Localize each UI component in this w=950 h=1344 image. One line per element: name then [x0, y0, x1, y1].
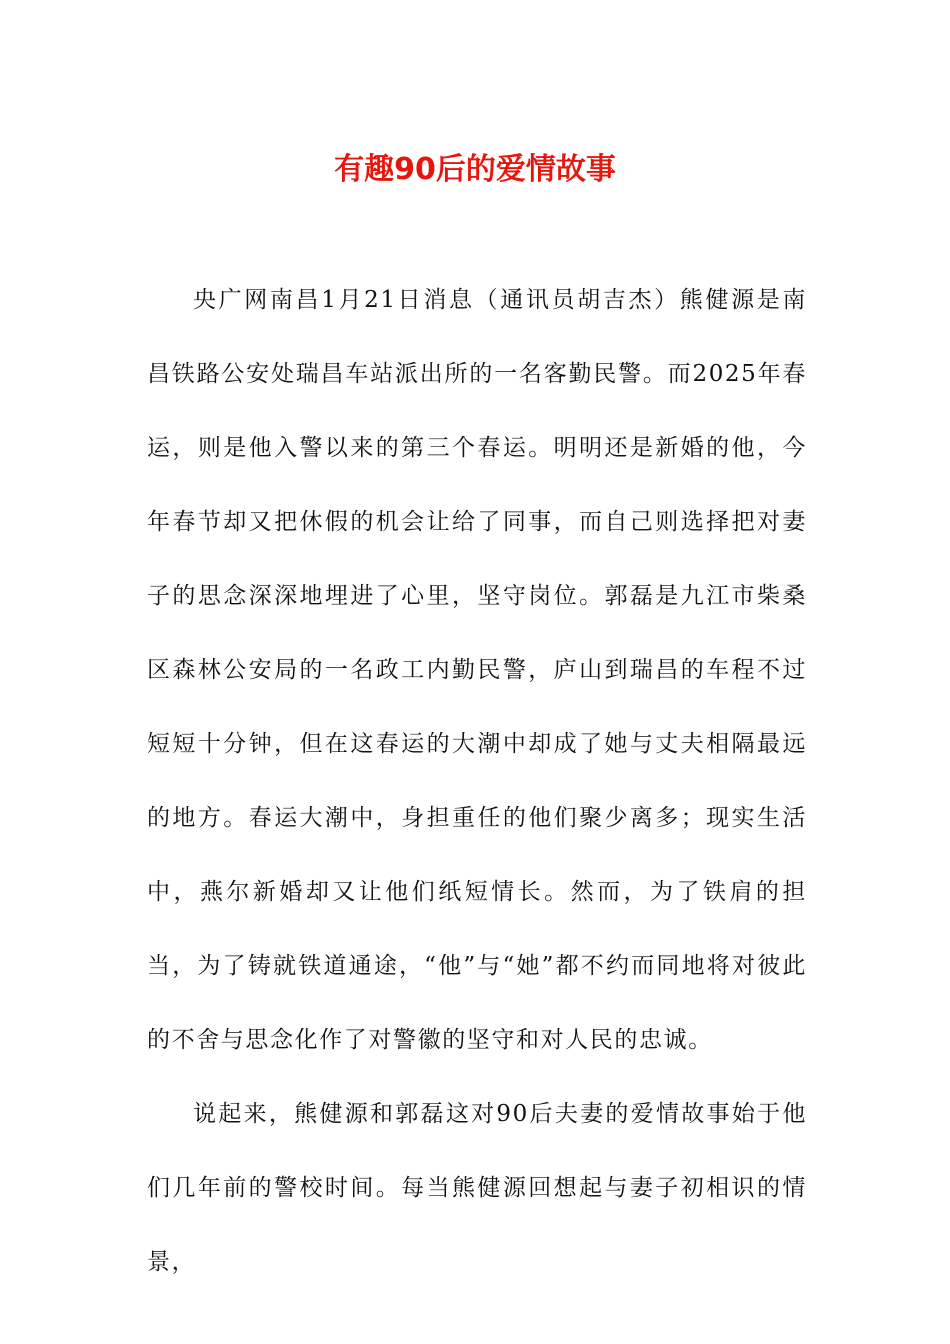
paragraph: 说起来，熊健源和郭磊这对90后夫妻的爱情故事始于他们几年前的警校时间。每当熊健源回想起与妻子初相识的情景，	[147, 1101, 807, 1275]
document-title: 有趣90后的爱情故事	[334, 152, 616, 187]
paragraph: 央广网南昌1月21日消息（通讯员胡吉杰）熊健源是南昌铁路公安处瑞昌车站派出所的一名客勤民警。而2025年春运，则是他入警以来的第三个春运。明明还是新婚的他，今年春节却又把休假的机会让给了同事，而自己则选择把对妻子的思念深深地埋进了心里，坚守岗位。郭磊是九江市柴桑区森林公安局的一名政工内勤民警，庐山到瑞昌的车程不过短短十分钟，但在这春运的大潮中却成了她与丈夫相隔最远的地方。春运大潮中，身担重任的他们聚少离多；现实生活中，燕尔新婚却又让他们纸短情长。然而，为了铁肩的担当，为了铸就铁道通途，“他”与“她”都不约而同地将对彼此的不舍与思念化作了对警徽的坚守和对人民的忠诚。	[147, 287, 807, 1053]
document-body	[147, 263, 807, 1299]
